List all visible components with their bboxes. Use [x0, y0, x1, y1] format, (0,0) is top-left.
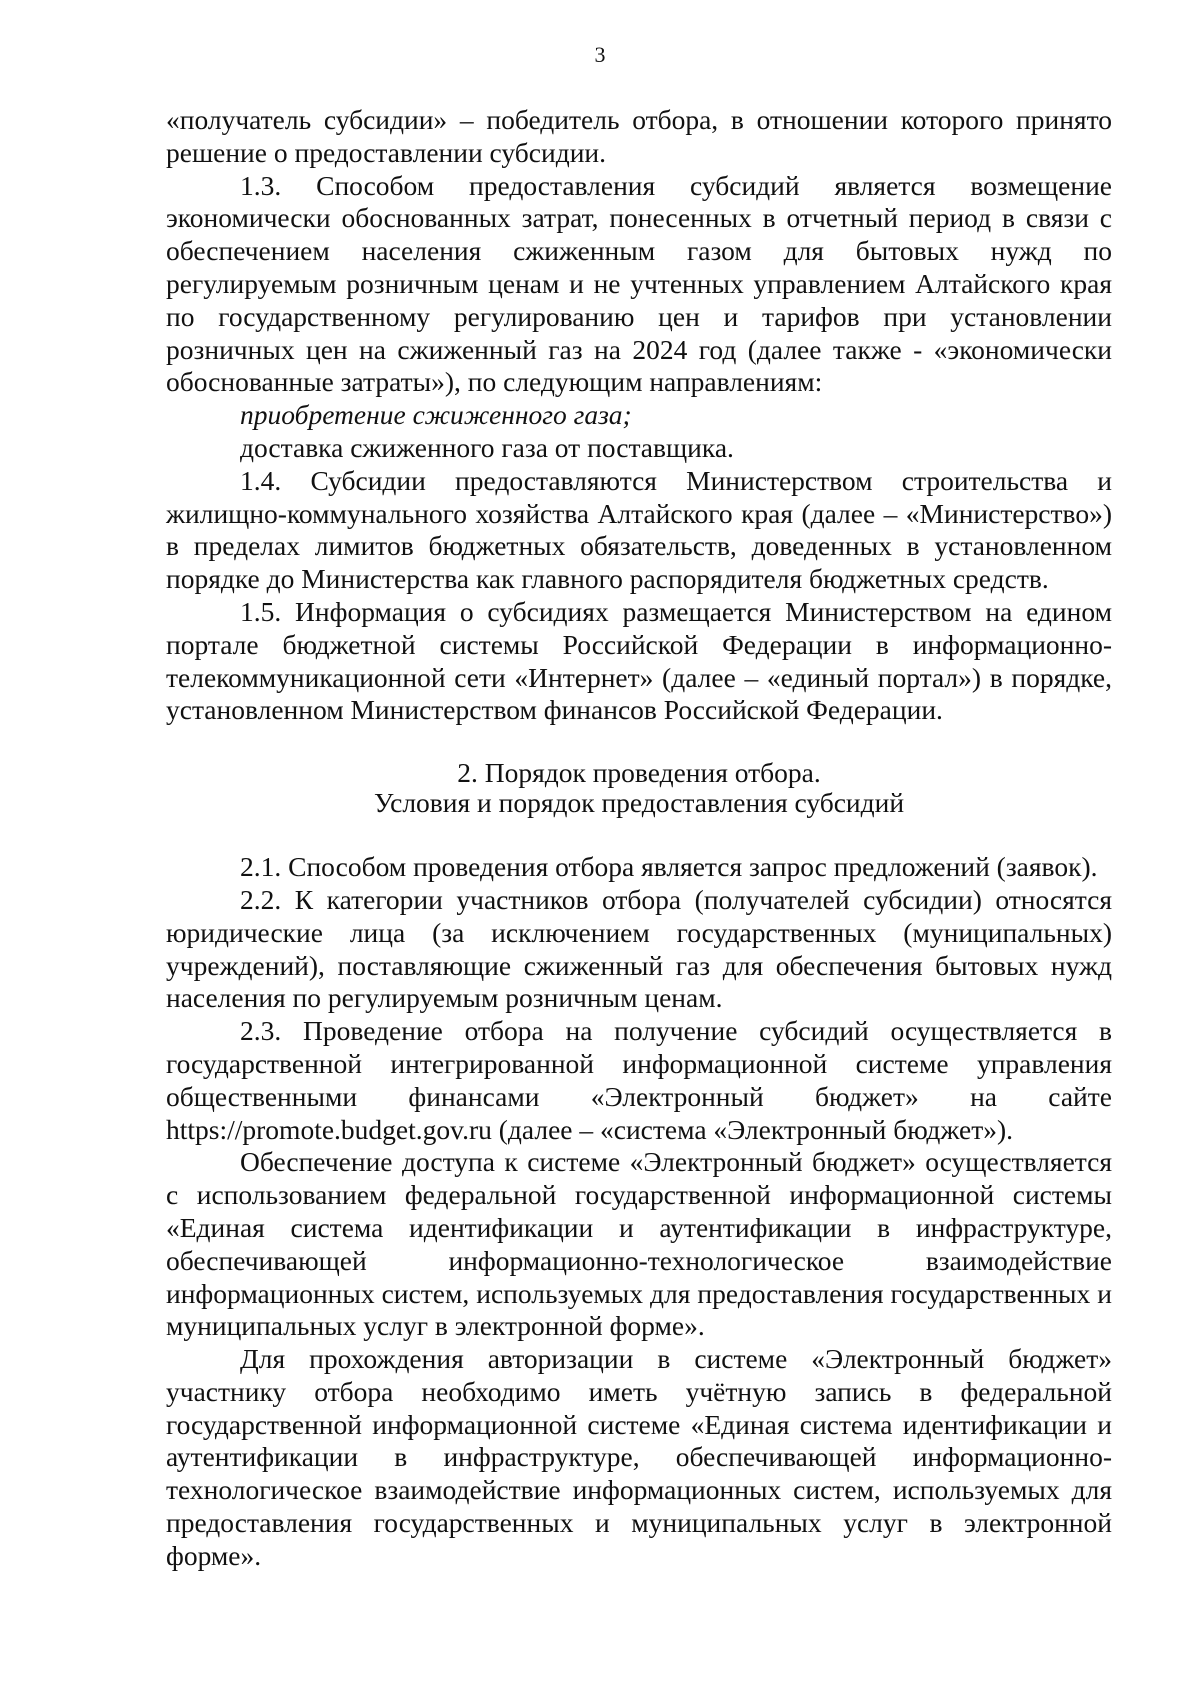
- direction-item: приобретение сжиженного газа;: [240, 399, 632, 431]
- section-2-heading-line2: Условия и порядок предоставления субсидий: [373, 787, 905, 819]
- paragraph-2-2: 2.2. К категории участников отбора (получателей субсидии) относятся юридические лица (за исключением государственных (муниципальных) учреждений), поставляющие сжиженный газ для обеспечения бытовых нужд населения по регулируемым розничным ценам.: [166, 883, 1112, 1014]
- paragraph-2-1: 2.1. Способом проведения отбора является запрос предложений (заявок).: [240, 851, 1098, 883]
- paragraph-authorization: Для прохождения авторизации в системе «Электронный бюджет» участнику отбора необходимо иметь учётную запись в федеральной государственной информационной системе «Единая система идентификации и аутентификации в инфраструктуре, обеспечивающей информационно-технологическое взаимодействие информационных систем, используемых для предоставления государственных и муниципальных услуг в электронной форме».: [166, 1343, 1112, 1571]
- paragraph-2-3: 2.3. Проведение отбора на получение субсидий осуществляется в государственной интегрированной информационной системе управления общественными финансами «Электронный бюджет» на сайте https://promote.budget.gov.ru (далее – «система «Электронный бюджет»).: [166, 1015, 1112, 1145]
- paragraph-1-5: 1.5. Информация о субсидиях размещается Министерством на едином портале бюджетной системы Российской Федерации в информационно-телекоммуникационной сети «Интернет» (далее – «единый портал») в порядке, установленном Министерством финансов Российской Федерации.: [166, 595, 1112, 726]
- paragraph-1-3: 1.3. Способом предоставления субсидий является возмещение экономически обоснованных затрат, понесенных в отчетный период в связи с обеспечением населения сжиженным газом для бытовых нужд по регулируемым розничным ценам и не учтенных управлением Алтайского края по государственному регулированию цен и тарифов при установлении розничных цен на сжиженный газ на 2024 год (далее также - «экономически обоснованные затраты»), по следующим направлениям:: [166, 169, 1112, 398]
- section-2-heading-line1: 2. Порядок проведения отбора.: [457, 757, 821, 789]
- paragraph-system-access: Обеспечение доступа к системе «Электронный бюджет» осуществляется с использованием федеральной государственной информационной системы «Единая система идентификации и аутентификации в инфраструктуре, обеспечивающей информационно-технологическое взаимодействие информационных систем, используемых для предоставления государственных и муниципальных услуг в электронной форме».: [166, 1146, 1112, 1342]
- document-body: [166, 104, 1112, 1573]
- section-2-heading: [166, 758, 1112, 818]
- paragraph-1-4: 1.4. Субсидии предоставляются Министерством строительства и жилищно-коммунального хозяйства Алтайского края (далее – «Министерство») в пределах лимитов бюджетных обязательств, доведенных в установленном порядке до Министерства как главного распорядителя бюджетных средств.: [166, 464, 1112, 595]
- paragraph-recipient-definition: «получатель субсидии» – победитель отбора, в отношении которого принято решение о предоставлении субсидии.: [166, 104, 1112, 168]
- page-number: 3: [594, 42, 606, 67]
- direction-item: доставка сжиженного газа от поставщика.: [240, 431, 734, 463]
